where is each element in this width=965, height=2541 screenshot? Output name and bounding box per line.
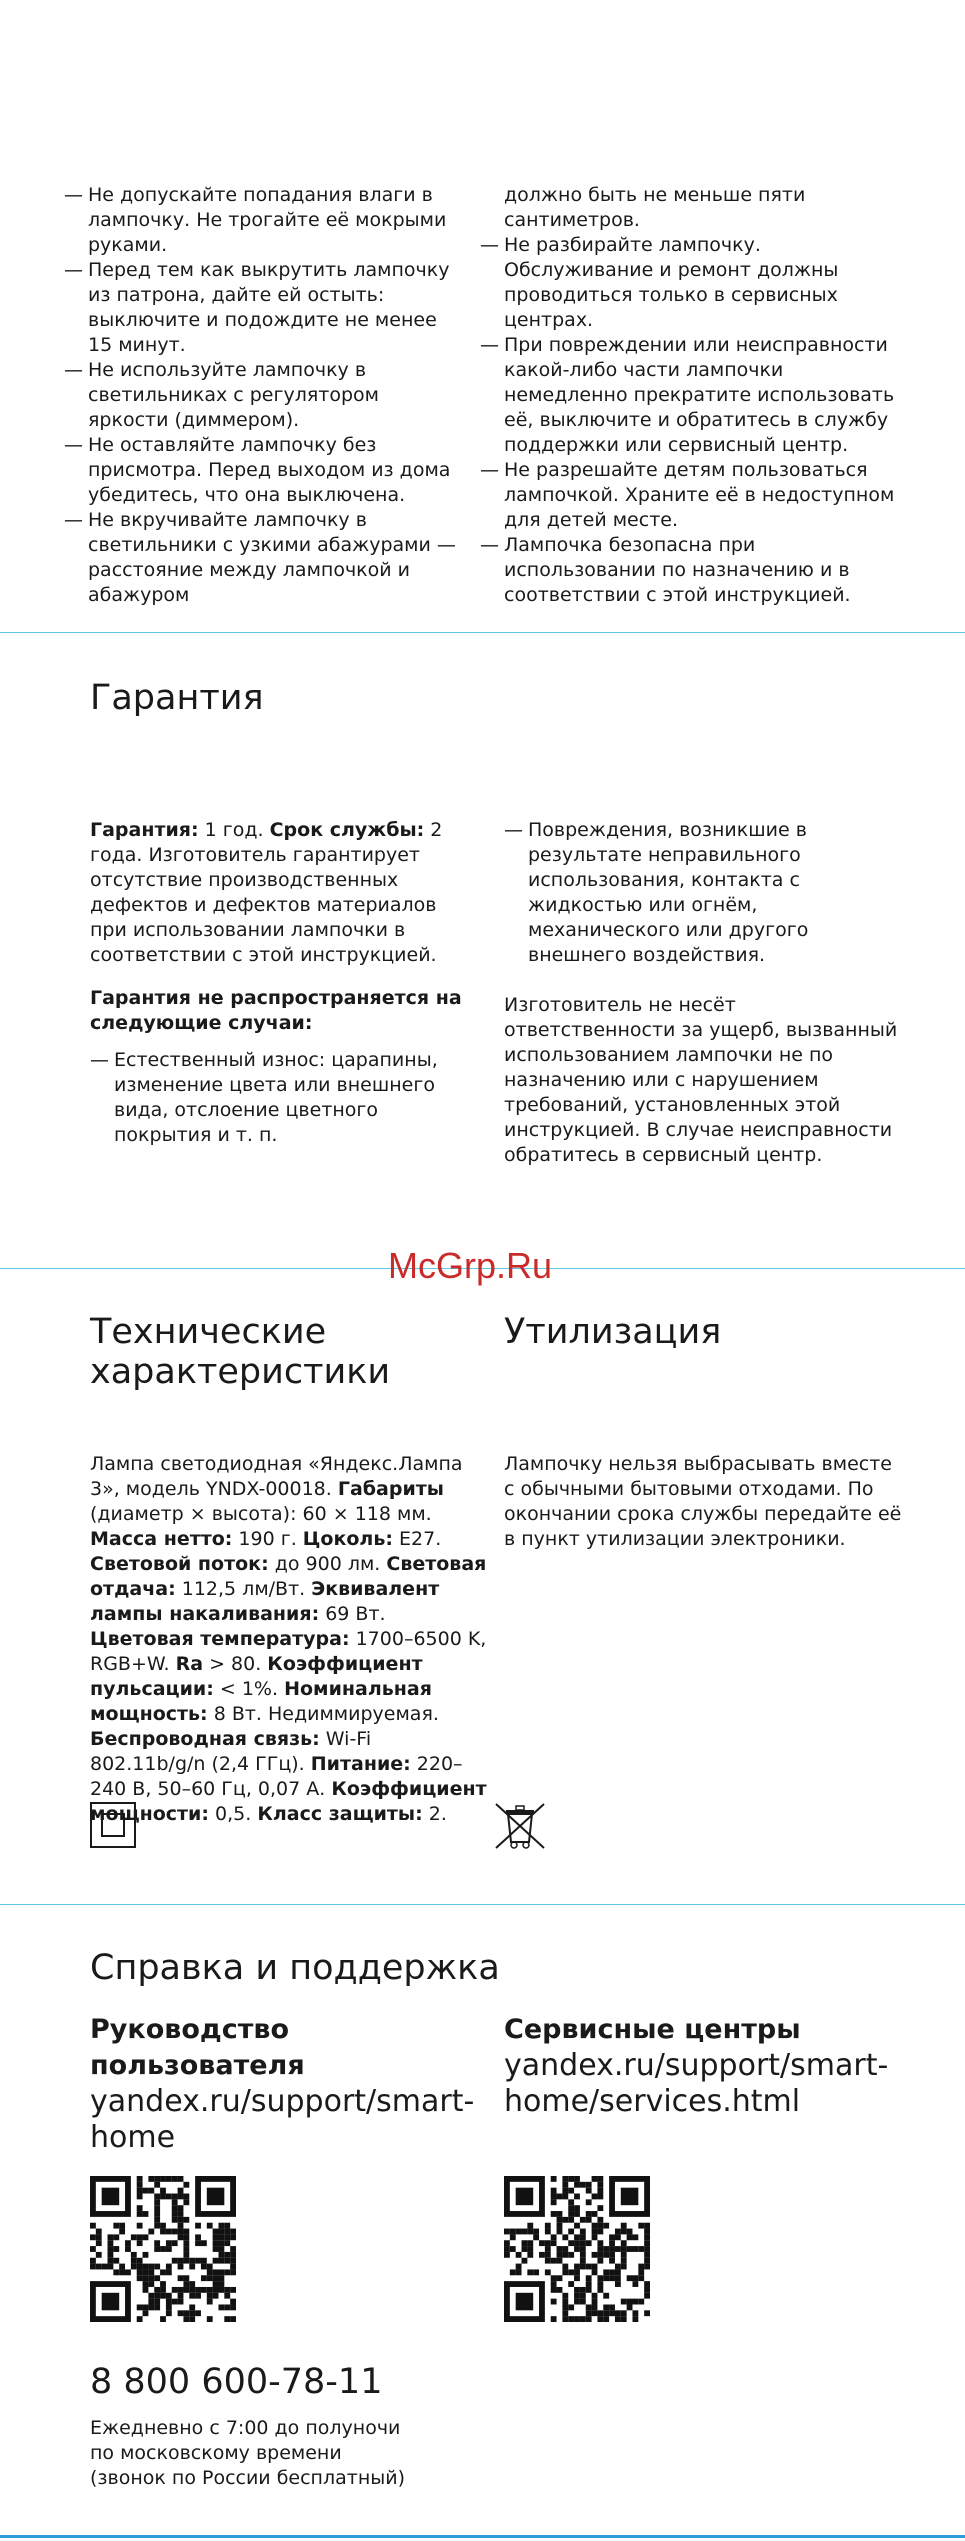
service-life-text: 2 года. Изготовитель гарантирует отсутствие производственных дефектов и дефектов материалов при использовании лампочки в соответствии с этой инструкцией. <box>90 819 443 966</box>
not-covered-heading-text: Гарантия не распространяется на следующие случаи: <box>90 987 462 1034</box>
spec-cct-label: Цветовая температура: <box>90 1628 350 1650</box>
qr-code-service[interactable] <box>504 2176 650 2322</box>
spec-power-label: Номинальная мощность: <box>90 1678 432 1725</box>
spec-class-value: 2. <box>422 1803 447 1825</box>
spec-mass-value: 190 г. <box>232 1528 303 1550</box>
safety-continuation: должно быть не меньше пяти сантиметров. <box>504 184 806 231</box>
warranty-list-left <box>90 1048 470 1148</box>
warranty-disclaimer: Изготовитель не несёт ответственности за ущерб, вызванный использованием лампочки не по назначению или с нарушением требований, установленных этой инструкцией. В случае неисправности обратитесь в сервисный центр. <box>504 994 898 1166</box>
spec-flux-value: до 900 лм. <box>268 1553 387 1575</box>
warranty-label: Гарантия: <box>90 819 199 841</box>
service-life-label: Срок службы: <box>269 819 425 841</box>
spec-pf-value: 0,5. <box>208 1803 258 1825</box>
spec-efficacy-label: Световая отдача: <box>90 1553 487 1600</box>
service-block <box>504 2012 924 2120</box>
spec-wireless-value: Wi-Fi 802.11b/g/n (2,4 ГГц). <box>90 1728 372 1775</box>
specs-title: Технические характеристики <box>90 1312 391 1392</box>
spec-ra-value: > 80. <box>203 1653 268 1675</box>
bullet-item: — Не разрешайте детям пользоваться лампочкой. Храните её в недоступном для детей месте. <box>480 458 900 533</box>
spec-ra-label: Ra <box>175 1653 204 1675</box>
disposal-text: Лампочку нельзя выбрасывать вместе с обычными бытовыми отходами. По окончании срока службы передайте её в пункт утилизации электроники. <box>504 1453 902 1550</box>
bullet-item: — Не допускайте попадания влаги в лампочку. Не трогайте её мокрыми руками. <box>64 183 464 258</box>
qr-code-manual[interactable] <box>90 2176 236 2322</box>
bullet-item: — Не вкручивайте лампочку в светильники с узкими абажурами — расстояние между лампочкой и абажуром <box>64 508 464 608</box>
warranty-value: 1 год. <box>198 819 270 841</box>
spec-efficacy-value: 112,5 лм/Вт. <box>175 1578 312 1600</box>
warranty-title: Гарантия <box>90 678 264 718</box>
spec-power-value: 8 Вт. Недиммируемая. <box>207 1703 439 1725</box>
bullet-item: — При повреждении или неисправности какой-либо части лампочки немедленно прекратите использовать её, выключите и обратитесь в службу поддержки или сервисный центр. <box>480 333 900 458</box>
warranty-right-column <box>504 818 904 1168</box>
spec-flux-label: Световой поток: <box>90 1553 269 1575</box>
weee-bin-icon <box>490 1800 550 1852</box>
support-title: Справка и поддержка <box>90 1948 500 1988</box>
safety-list-right <box>480 233 900 608</box>
warranty-terms <box>90 818 470 968</box>
spec-base-label: Цоколь: <box>302 1528 393 1550</box>
section-divider <box>0 632 965 633</box>
spec-equiv-value: 69 Вт. <box>319 1603 386 1625</box>
spec-ripple-label: Коэффициент пульсации: <box>90 1653 423 1700</box>
manual-heading: Руководство пользователя <box>90 2014 305 2081</box>
service-link[interactable]: yandex.ru/support/smart-home/services.html <box>504 2048 889 2119</box>
safety-list-left <box>64 183 464 608</box>
watermark-text: McGrp.Ru <box>388 1245 553 1286</box>
safety-right-column <box>480 183 900 608</box>
spec-dims-value: (диаметр × высота): 60 × 118 мм. <box>90 1503 432 1525</box>
manual-link[interactable]: yandex.ru/support/smart-home <box>90 2084 475 2155</box>
bullet-item: — Не используйте лампочку в светильниках с регулятором яркости (диммером). <box>64 358 464 433</box>
bullet-item: — Повреждения, возникшие в результате неправильного использования, контакта с жидкостью или огнём, механического или другого внешнего воздействия. <box>504 818 904 968</box>
spec-cct-value: 1700–6500 K, RGB+W. <box>90 1628 487 1675</box>
support-phone[interactable]: 8 800 600-78-11 <box>90 2362 383 2402</box>
spec-intro: Лампа светодиодная «Яндекс.Лампа 3», модель YNDX-00018. <box>90 1453 463 1500</box>
section-divider <box>0 1904 965 1905</box>
spec-supply-label: Питание: <box>310 1753 411 1775</box>
not-covered-heading <box>90 986 470 1036</box>
warranty-left-column <box>90 818 470 1148</box>
disposal-title: Утилизация <box>504 1312 722 1352</box>
support-hours: Ежедневно с 7:00 до полуночи по московскому времени (звонок по России бесплатный) <box>90 2417 406 2489</box>
bottom-border <box>0 2535 965 2538</box>
bullet-item: — Перед тем как выкрутить лампочку из патрона, дайте ей остыть: выключите и подождите не менее 15 минут. <box>64 258 464 358</box>
spec-dims-label: Габариты <box>337 1478 444 1500</box>
service-heading: Сервисные центры <box>504 2014 801 2045</box>
manual-block <box>90 2012 475 2156</box>
specs-text <box>90 1452 490 1827</box>
bullet-item: — Лампочка безопасна при использовании по назначению и в соответствии с этой инструкцией. <box>480 533 900 608</box>
bullet-item: — Не разбирайте лампочку. Обслуживание и ремонт должны проводиться только в сервисных центрах. <box>480 233 900 333</box>
spec-equiv-label: Эквивалент лампы накаливания: <box>90 1578 440 1625</box>
spec-pf-label: Коэффициент мощности: <box>90 1778 487 1825</box>
spec-base-value: E27. <box>392 1528 442 1550</box>
spec-wireless-label: Беспроводная связь: <box>90 1728 320 1750</box>
spec-mass-label: Масса нетто: <box>90 1528 233 1550</box>
bullet-item: — Не оставляйте лампочку без присмотра. Перед выходом из дома убедитесь, что она выключена. <box>64 433 464 508</box>
spec-supply-value: 220–240 В, 50–60 Гц, 0,07 А. <box>90 1753 463 1800</box>
spec-class-label: Класс защиты: <box>257 1803 423 1825</box>
spec-ripple-value: < 1%. <box>213 1678 285 1700</box>
warranty-list-right <box>504 818 904 968</box>
bullet-item: — Естественный износ: царапины, изменение цвета или внешнего вида, отслоение цветного покрытия и т. п. <box>90 1048 470 1148</box>
class-ii-icon <box>90 1802 136 1848</box>
